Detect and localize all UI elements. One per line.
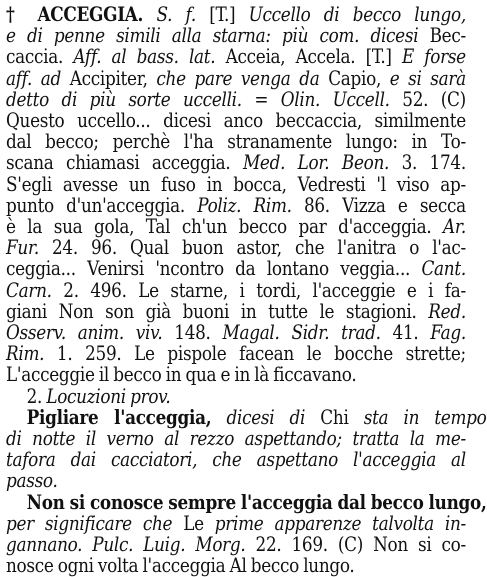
text-run: E forse (402, 45, 466, 69)
text-run: Capio, (319, 66, 390, 90)
text-run: Uccello di becco lungo, (248, 3, 466, 26)
text-run: Olin. Uccell. (280, 87, 390, 111)
text-run: 1. 259. Le pispole facean le bocche strette; (44, 342, 466, 366)
entry-line (6, 534, 466, 555)
entry-line (6, 407, 487, 428)
entry-line (6, 89, 466, 110)
text-run: Bec- (418, 24, 466, 48)
entry-line (6, 428, 466, 449)
text-run: sta in tempo (363, 405, 487, 429)
text-run: Fag. (430, 321, 466, 345)
text-run: Fur. (6, 236, 39, 260)
entry-line (6, 470, 466, 491)
entry-line (6, 237, 466, 258)
entry-line (6, 322, 466, 343)
text-run: [T.] (195, 3, 249, 26)
entry-line (6, 513, 466, 534)
entry-line (6, 258, 466, 279)
text-run: Chi (305, 405, 364, 429)
text-run: Ar. (443, 215, 466, 239)
entry-line (6, 343, 466, 364)
entry-line (6, 131, 466, 152)
text-run: Carn. (6, 278, 52, 302)
text-run: passo. (6, 469, 58, 493)
entry-line (6, 449, 466, 470)
text-run: e di penne simili alla starna: più com. dicesi (6, 24, 419, 48)
text-run: che pare venga da (156, 66, 320, 90)
text-run: Non si conosce sempre l'acceggia dal becco lungo, (26, 490, 487, 514)
text-run: di notte il verno al rezzo aspettando; tratta la me- (6, 427, 466, 451)
text-run: S. f. (156, 3, 196, 26)
text-run: Osserv. anim. viv. (6, 321, 163, 345)
text-run: Cant. (421, 257, 466, 281)
entry-line (6, 25, 466, 46)
text-run: † ACCEGGIA. (6, 3, 144, 26)
text-run: 22. 169. (C) Non si co- (245, 533, 466, 557)
text-run: 3. 174. (389, 151, 466, 175)
text-run: Questo uccello... dicesi anco beccaccia, similmente (6, 109, 466, 133)
text-run: dal becco; perchè l'ha stranamente lungo: in To- (6, 130, 466, 154)
text-run: Med. Lor. Beon. (242, 151, 390, 175)
text-run: prime apparenze talvolta in- (214, 511, 466, 535)
entry-line (6, 364, 466, 385)
entry-line (6, 301, 466, 322)
text-run: ceggia... Venirsi 'ncontro da lontano veggia... (6, 257, 422, 281)
entry-line (6, 110, 466, 131)
text-run: 41. (380, 321, 431, 345)
entry-line (6, 492, 487, 513)
text-run: nosce ogni volta l'acceggia Al becco lungo. (6, 554, 355, 577)
text-run: 2. 496. Le starne, i tordi, l'acceggie e i fa- (51, 278, 466, 302)
entry-line (6, 174, 466, 195)
entry-line (6, 555, 466, 576)
text-run: Magal. Sidr. trad. (222, 321, 381, 345)
text-run: 52. (C) (389, 87, 466, 111)
text-run: punto d'un'acceggia. (6, 193, 198, 217)
entry-line (6, 195, 466, 216)
text-run (211, 406, 226, 429)
entry-line (6, 386, 487, 407)
text-run: tafora dai cacciatori, che aspettano l'acceggia al (6, 448, 466, 472)
text-run: 24. 96. Qual buon astor, che l'anitra o l'ac- (38, 236, 466, 260)
entry-line (6, 4, 466, 25)
text-run: gannano. Pulc. Luig. Morg. (6, 533, 246, 557)
text-run: Accipiter, (61, 66, 157, 90)
text-run: giani Non son già buoni in tutte le stagioni. (6, 299, 429, 323)
text-run: per significare che (6, 511, 173, 535)
text-run: aff. ad (6, 66, 62, 90)
text-run: 86. Vizza e secca (291, 193, 466, 217)
text-run: Le (172, 511, 215, 535)
text-run: è la sua gola, Tal ch'un becco par d'acceggia. (6, 215, 444, 239)
text-run: Locuzioni prov. (46, 384, 171, 408)
text-run: 2. (26, 384, 47, 408)
text-run: L'acceggie il becco in qua e in là ficcavano. (6, 363, 357, 387)
text-run: Acceia, Accela. [T.] (215, 45, 403, 69)
text-run: Rim. (6, 342, 45, 366)
text-run: = (241, 87, 281, 111)
text-run: Pigliare l'acceggia, (26, 405, 212, 429)
text-run: detto di più sorte uccelli. (6, 87, 242, 111)
text-run: scana chiamasi acceggia. (6, 151, 243, 175)
entry-line (6, 46, 466, 67)
entry-line (6, 68, 466, 89)
text-run: dicesi di (226, 405, 306, 429)
entry-line (6, 152, 466, 173)
text-run: Red. (428, 299, 466, 323)
text-run: 148. (162, 321, 223, 345)
text-run (143, 3, 156, 26)
text-run: caccia. (6, 45, 74, 69)
text-run: Poliz. Rim. (197, 193, 292, 217)
text-run: S'egli avesse un fuso in bocca, Vedresti 'l viso ap- (6, 172, 466, 196)
text-run: Aff. al bass. lat. (73, 45, 216, 69)
entry-line (6, 280, 466, 301)
entry-line (6, 216, 466, 237)
text-run: e si sarà (389, 66, 466, 90)
